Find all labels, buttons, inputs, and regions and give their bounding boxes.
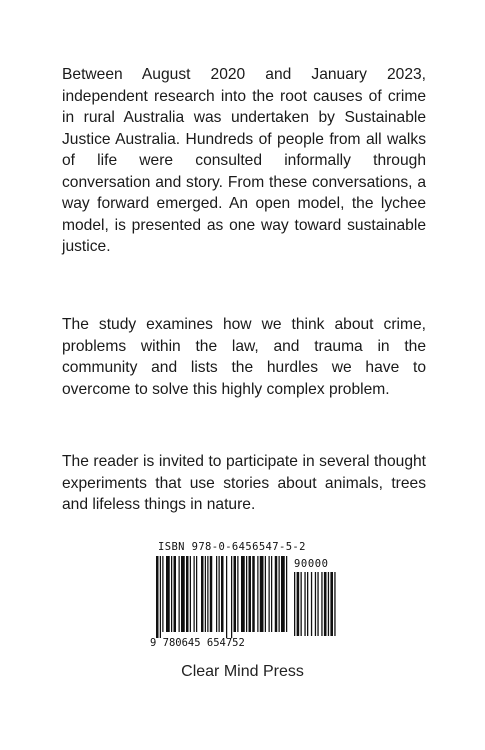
- barcode-bar: [234, 556, 237, 632]
- barcode-addon-bar: [321, 572, 322, 636]
- barcode-bar: [181, 556, 185, 632]
- barcode-bar: [162, 556, 163, 632]
- barcode-bar: [194, 556, 195, 632]
- barcode-addon-bar: [307, 572, 308, 636]
- barcode-bar: [179, 556, 180, 632]
- blurb-paragraph-1: Between August 2020 and January 2023, independent research into the root causes of crime in rural Australia was undertaken by Sustainable Justice Australia. Hundreds of people from all walks of life were consulted informally through conversation and story. From these conversations, a way forward emerged. An open model, the lychee model, is presented as one way toward sustainable justice.: [62, 66, 426, 255]
- barcode-bar: [166, 556, 170, 632]
- barcode-bar: [174, 556, 177, 632]
- barcode-bar: [160, 556, 161, 638]
- barcode-bar: [257, 556, 258, 632]
- barcode-bar: [186, 556, 189, 632]
- barcode-bar: [271, 556, 272, 632]
- barcode-bar: [190, 556, 191, 632]
- blurb-paragraph-3: The reader is invited to participate in several thought experiments that use stories about animals, trees and lifeless things in nature.: [62, 453, 426, 513]
- barcode-addon-bar: [297, 572, 300, 636]
- barcode-bar: [201, 556, 204, 632]
- barcode-bar: [226, 556, 227, 638]
- barcode-bar: [207, 556, 208, 632]
- barcode-digits: 9 780645 654752: [150, 637, 245, 649]
- barcode-bar: [281, 556, 285, 632]
- barcode-addon-bar: [315, 572, 316, 636]
- barcode-addon-bar: [334, 572, 335, 636]
- barcode-bar: [265, 556, 266, 632]
- barcode-bar: [231, 556, 232, 638]
- barcode-addon-bar: [311, 572, 312, 636]
- barcode-bar: [260, 556, 264, 632]
- barcode-bar: [249, 556, 252, 632]
- barcode-bar: [156, 556, 159, 638]
- barcode-bar: [279, 556, 280, 632]
- barcode-bar: [219, 556, 220, 632]
- blurb-paragraph-2: The study examines how we think about crime, problems within the law, and trauma in the community and lists the hurdles we have to overcome to solve this highly complex problem.: [62, 316, 426, 398]
- barcode-addon-bar: [304, 572, 305, 636]
- barcode-addon-bar: [328, 572, 329, 636]
- barcode-bar: [286, 556, 287, 632]
- isbn-label: ISBN 978-0-6456547-5-2: [158, 541, 306, 553]
- barcode-addon-bar: [330, 572, 333, 636]
- barcode-bar: [237, 556, 238, 632]
- barcode-bar: [252, 556, 255, 632]
- barcode-bar: [269, 556, 270, 632]
- barcode-addon-bar: [324, 572, 327, 636]
- barcode-bar: [221, 556, 224, 632]
- barcode-bar: [216, 556, 217, 632]
- barcode-bar: [205, 556, 206, 632]
- barcode-bar: [241, 556, 245, 632]
- barcode-addon-bar: [294, 572, 295, 636]
- barcode-bar: [210, 556, 213, 632]
- barcode-bar: [196, 556, 197, 632]
- publisher-name: Clear Mind Press: [181, 663, 304, 680]
- barcode-bar: [246, 556, 247, 632]
- barcode-bar: [275, 556, 278, 632]
- price-code: 90000: [294, 558, 329, 570]
- barcode-addon-bar: [317, 572, 318, 636]
- barcode-bar: [171, 556, 172, 632]
- isbn-barcode: [148, 541, 348, 653]
- barcode-addon-bar: [301, 572, 302, 636]
